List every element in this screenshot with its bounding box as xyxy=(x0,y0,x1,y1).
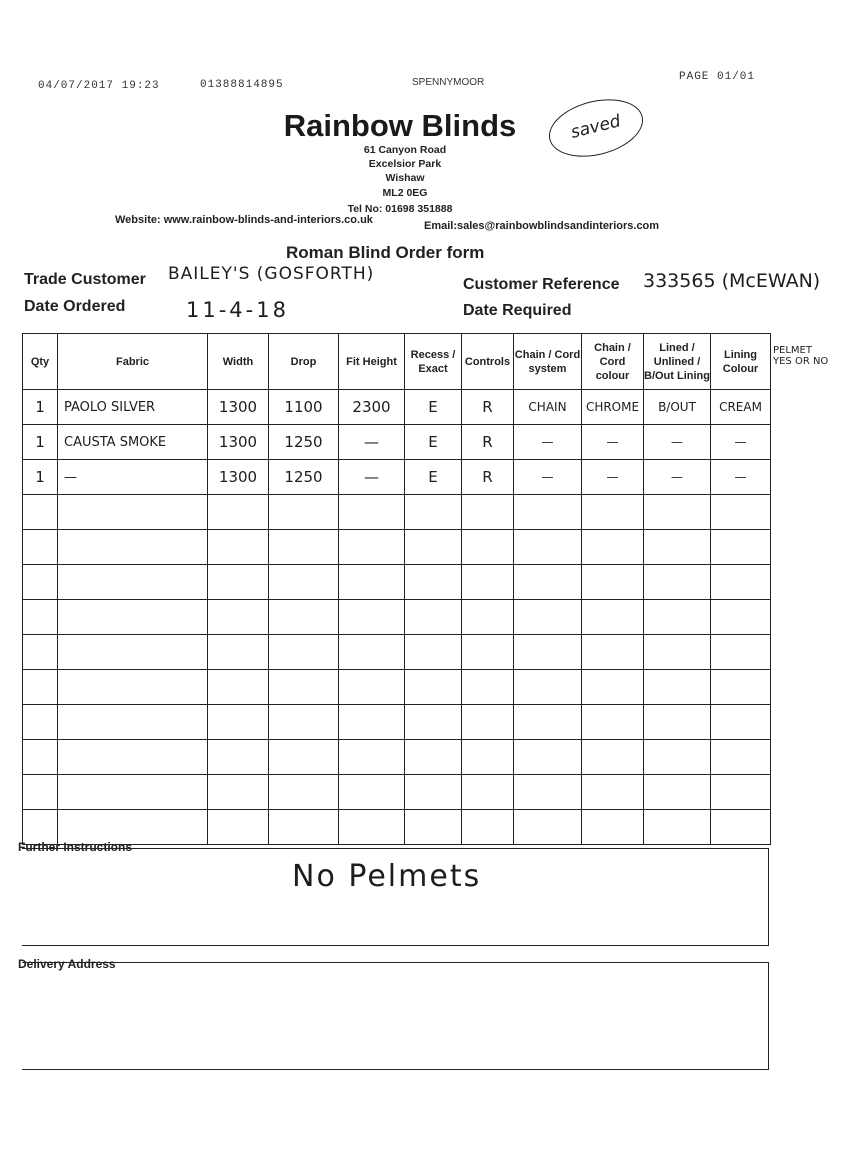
width-cell xyxy=(208,565,269,600)
controls-cell xyxy=(462,775,514,810)
width-cell xyxy=(208,810,269,845)
chain-cord-system-cell xyxy=(514,565,582,600)
fabric-cell xyxy=(58,565,208,600)
lining-colour-cell: — xyxy=(711,460,771,495)
controls-cell xyxy=(462,705,514,740)
drop-cell: 1100 xyxy=(269,390,339,425)
company-email: Email:sales@rainbowblindsandinteriors.com xyxy=(424,220,660,232)
chain-cord-colour-cell xyxy=(582,530,644,565)
fabric-cell xyxy=(58,740,208,775)
qty-cell xyxy=(23,705,58,740)
qty-cell xyxy=(23,530,58,565)
chain-cord-system-cell xyxy=(514,530,582,565)
fabric-cell: PAOLO SILVER xyxy=(58,390,208,425)
lining-type-cell xyxy=(644,775,711,810)
chain-cord-system-cell: — xyxy=(514,460,582,495)
qty-cell xyxy=(23,635,58,670)
lining-colour-cell xyxy=(711,530,771,565)
recess-exact-cell: E xyxy=(405,425,462,460)
column-header: Controls xyxy=(462,334,514,390)
width-cell: 1300 xyxy=(208,390,269,425)
lining-colour-cell xyxy=(711,495,771,530)
column-header: Lining Colour xyxy=(711,334,771,390)
drop-cell: 1250 xyxy=(269,460,339,495)
fabric-cell xyxy=(58,670,208,705)
width-cell xyxy=(208,635,269,670)
lining-colour-cell xyxy=(711,775,771,810)
qty-cell xyxy=(23,565,58,600)
controls-cell xyxy=(462,495,514,530)
recess-exact-cell: E xyxy=(405,390,462,425)
fit-height-cell xyxy=(339,635,405,670)
lining-type-cell xyxy=(644,810,711,845)
qty-cell: 1 xyxy=(23,460,58,495)
table-row xyxy=(23,775,771,810)
further-instructions-box xyxy=(22,848,769,946)
table-row xyxy=(23,740,771,775)
recess-exact-cell xyxy=(405,600,462,635)
lining-colour-cell xyxy=(711,600,771,635)
qty-cell xyxy=(23,495,58,530)
lining-type-cell xyxy=(644,705,711,740)
chain-cord-colour-cell xyxy=(582,600,644,635)
address-line: ML2 0EG xyxy=(382,187,428,199)
drop-cell xyxy=(269,530,339,565)
drop-cell xyxy=(269,565,339,600)
lining-type-cell xyxy=(644,600,711,635)
fit-height-cell xyxy=(339,740,405,775)
drop-cell xyxy=(269,705,339,740)
trade-customer-label: Trade Customer xyxy=(24,271,146,288)
fabric-cell xyxy=(58,530,208,565)
chain-cord-system-cell xyxy=(514,635,582,670)
column-header: Lined / Unlined / B/Out Lining xyxy=(644,334,711,390)
chain-cord-colour-cell: — xyxy=(582,425,644,460)
column-header: Width xyxy=(208,334,269,390)
recess-exact-cell xyxy=(405,775,462,810)
drop-cell: 1250 xyxy=(269,425,339,460)
width-cell xyxy=(208,705,269,740)
recess-exact-cell xyxy=(405,740,462,775)
table-row xyxy=(23,390,771,425)
recess-exact-cell xyxy=(405,705,462,740)
customer-reference-value: 333565 (McEWAN) xyxy=(643,270,821,292)
pelmet-note: PELMET YES OR NO xyxy=(773,345,829,367)
further-instructions-text: No Pelmets xyxy=(292,859,482,894)
table-row xyxy=(23,460,771,495)
chain-cord-system-cell xyxy=(514,705,582,740)
chain-cord-colour-cell xyxy=(582,495,644,530)
lining-colour-cell xyxy=(711,635,771,670)
chain-cord-colour-cell xyxy=(582,740,644,775)
table-row xyxy=(23,670,771,705)
saved-stamp: saved xyxy=(543,90,649,166)
recess-exact-cell xyxy=(405,635,462,670)
fit-height-cell xyxy=(339,670,405,705)
chain-cord-system-cell xyxy=(514,810,582,845)
chain-cord-colour-cell: CHROME xyxy=(582,390,644,425)
table-row xyxy=(23,425,771,460)
column-header: Qty xyxy=(23,334,58,390)
chain-cord-colour-cell: — xyxy=(582,460,644,495)
fit-height-cell xyxy=(339,530,405,565)
drop-cell xyxy=(269,635,339,670)
delivery-address-label: Delivery Address xyxy=(18,957,116,971)
lining-colour-cell xyxy=(711,740,771,775)
customer-reference-label: Customer Reference xyxy=(463,276,620,293)
qty-cell xyxy=(23,600,58,635)
drop-cell xyxy=(269,810,339,845)
fax-page: PAGE 01/01 xyxy=(679,71,756,83)
lining-type-cell xyxy=(644,530,711,565)
column-header: Fit Height xyxy=(339,334,405,390)
company-name: Rainbow Blinds xyxy=(283,108,517,143)
fax-location: SPENNYMOOR xyxy=(412,77,485,88)
drop-cell xyxy=(269,775,339,810)
trade-customer-value: BAILEY'S (GOSFORTH) xyxy=(168,264,375,284)
fit-height-cell: — xyxy=(339,460,405,495)
fax-timestamp: 04/07/2017 19:23 xyxy=(38,80,160,92)
further-instructions-label: Further Instructions xyxy=(18,840,133,854)
company-website: Website: www.rainbow-blinds-and-interiors.co.uk xyxy=(115,214,373,226)
drop-cell xyxy=(269,495,339,530)
drop-cell xyxy=(269,740,339,775)
table-row xyxy=(23,705,771,740)
qty-cell xyxy=(23,775,58,810)
controls-cell xyxy=(462,530,514,565)
chain-cord-colour-cell xyxy=(582,775,644,810)
lining-colour-cell xyxy=(711,705,771,740)
qty-cell xyxy=(23,740,58,775)
controls-cell: R xyxy=(462,460,514,495)
width-cell xyxy=(208,775,269,810)
recess-exact-cell xyxy=(405,530,462,565)
address-line: Excelsior Park xyxy=(368,158,442,170)
lining-type-cell xyxy=(644,635,711,670)
table-row xyxy=(23,530,771,565)
column-header: Chain / Cord colour xyxy=(582,334,644,390)
chain-cord-system-cell: CHAIN xyxy=(514,390,582,425)
width-cell: 1300 xyxy=(208,460,269,495)
width-cell xyxy=(208,740,269,775)
address-line: 61 Canyon Road xyxy=(363,144,447,156)
fabric-cell: — xyxy=(58,460,208,495)
table-row xyxy=(23,565,771,600)
chain-cord-system-cell xyxy=(514,775,582,810)
table-header-row xyxy=(23,334,771,390)
recess-exact-cell xyxy=(405,670,462,705)
chain-cord-system-cell: — xyxy=(514,425,582,460)
fabric-cell xyxy=(58,495,208,530)
fit-height-cell xyxy=(339,600,405,635)
qty-cell xyxy=(23,670,58,705)
column-header: Fabric xyxy=(58,334,208,390)
chain-cord-system-cell xyxy=(514,495,582,530)
chain-cord-system-cell xyxy=(514,670,582,705)
lining-colour-cell: CREAM xyxy=(711,390,771,425)
fit-height-cell xyxy=(339,495,405,530)
recess-exact-cell: E xyxy=(405,460,462,495)
lining-colour-cell xyxy=(711,810,771,845)
fabric-cell xyxy=(58,600,208,635)
delivery-address-box xyxy=(22,962,769,1070)
lining-type-cell xyxy=(644,670,711,705)
qty-cell: 1 xyxy=(23,425,58,460)
chain-cord-colour-cell xyxy=(582,705,644,740)
lining-colour-cell: — xyxy=(711,425,771,460)
form-title: Roman Blind Order form xyxy=(286,243,485,262)
table-row xyxy=(23,600,771,635)
width-cell xyxy=(208,600,269,635)
fabric-cell xyxy=(58,775,208,810)
lining-type-cell: — xyxy=(644,425,711,460)
fax-number: 01388814895 xyxy=(200,79,284,91)
column-header: Drop xyxy=(269,334,339,390)
column-header: Recess / Exact xyxy=(405,334,462,390)
fabric-cell: CAUSTA SMOKE xyxy=(58,425,208,460)
chain-cord-system-cell xyxy=(514,600,582,635)
lining-type-cell xyxy=(644,495,711,530)
fabric-cell xyxy=(58,635,208,670)
table-row xyxy=(23,495,771,530)
company-tel: Tel No: 01698 351888 xyxy=(347,203,453,215)
width-cell xyxy=(208,670,269,705)
drop-cell xyxy=(269,670,339,705)
chain-cord-colour-cell xyxy=(582,810,644,845)
recess-exact-cell xyxy=(405,810,462,845)
table-row xyxy=(23,810,771,845)
chain-cord-colour-cell xyxy=(582,635,644,670)
lining-type-cell: — xyxy=(644,460,711,495)
width-cell xyxy=(208,495,269,530)
controls-cell: R xyxy=(462,425,514,460)
lining-type-cell: B/OUT xyxy=(644,390,711,425)
controls-cell: R xyxy=(462,390,514,425)
lining-type-cell xyxy=(644,565,711,600)
width-cell xyxy=(208,530,269,565)
lining-colour-cell xyxy=(711,670,771,705)
fit-height-cell: — xyxy=(339,425,405,460)
order-table xyxy=(22,333,771,845)
table-row xyxy=(23,635,771,670)
chain-cord-colour-cell xyxy=(582,565,644,600)
fit-height-cell xyxy=(339,775,405,810)
fit-height-cell: 2300 xyxy=(339,390,405,425)
fit-height-cell xyxy=(339,565,405,600)
lining-colour-cell xyxy=(711,565,771,600)
fabric-cell xyxy=(58,705,208,740)
controls-cell xyxy=(462,670,514,705)
controls-cell xyxy=(462,740,514,775)
date-ordered-value: 11-4-18 xyxy=(186,298,289,322)
controls-cell xyxy=(462,810,514,845)
lining-type-cell xyxy=(644,740,711,775)
date-required-label: Date Required xyxy=(463,302,572,319)
recess-exact-cell xyxy=(405,495,462,530)
controls-cell xyxy=(462,565,514,600)
fit-height-cell xyxy=(339,705,405,740)
recess-exact-cell xyxy=(405,565,462,600)
width-cell: 1300 xyxy=(208,425,269,460)
qty-cell: 1 xyxy=(23,390,58,425)
controls-cell xyxy=(462,635,514,670)
address-line: Wishaw xyxy=(385,172,425,184)
controls-cell xyxy=(462,600,514,635)
fit-height-cell xyxy=(339,810,405,845)
chain-cord-colour-cell xyxy=(582,670,644,705)
column-header: Chain / Cord system xyxy=(514,334,582,390)
chain-cord-system-cell xyxy=(514,740,582,775)
date-ordered-label: Date Ordered xyxy=(24,298,126,315)
drop-cell xyxy=(269,600,339,635)
